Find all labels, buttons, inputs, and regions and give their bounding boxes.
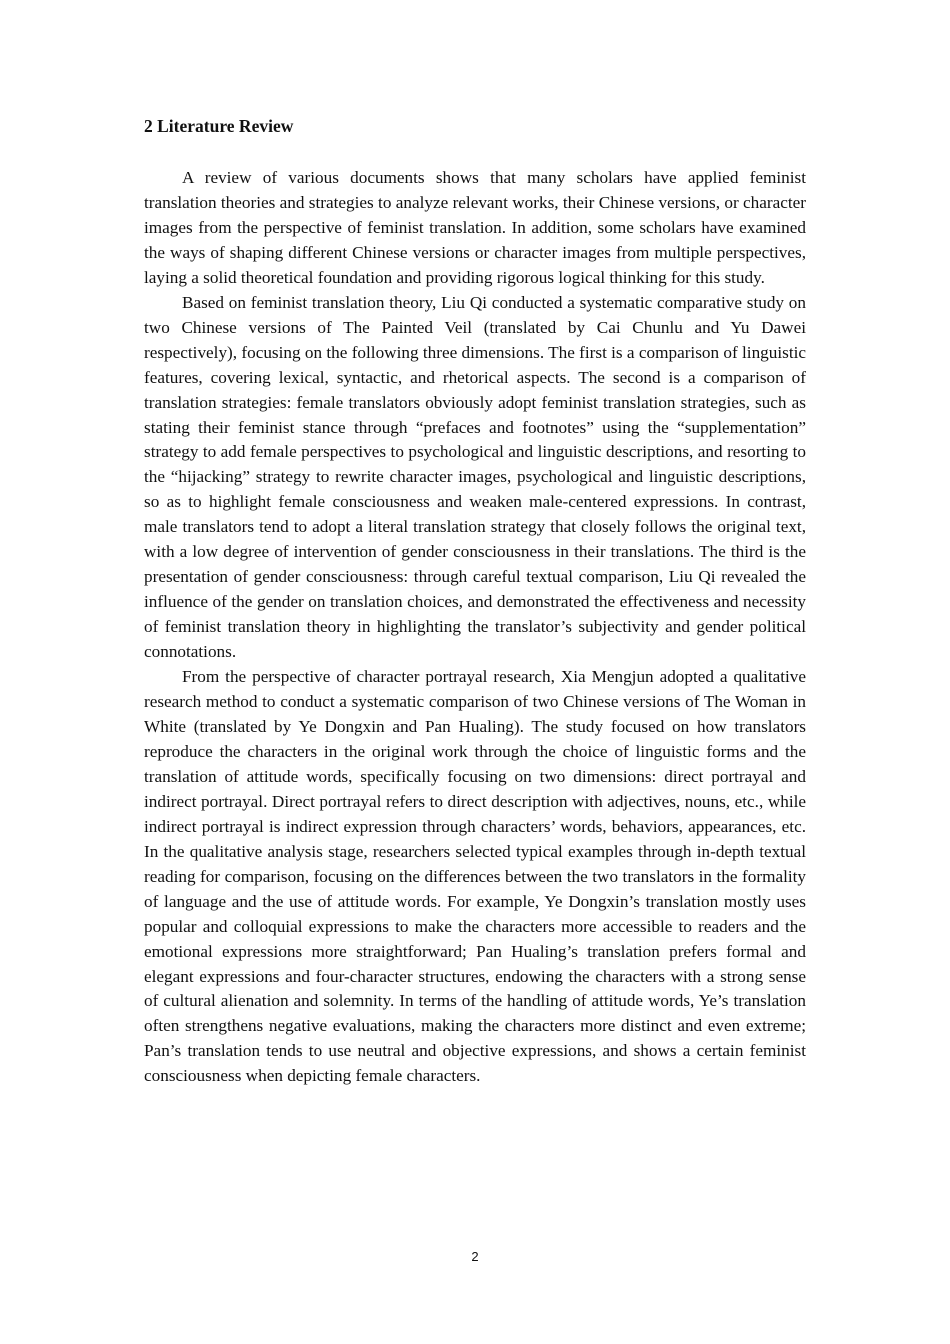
paragraph-intro: A review of various documents shows that many scholars have applied feminist translation theories and strategies to analyze relevant works, their Chinese versions, or character images from the perspective of feminist translation. In addition, some scholars have examined the ways of shaping different Chinese versions or character images from multiple perspectives, laying a solid theoretical foundation and providing rigorous logical thinking for this study.	[144, 168, 806, 287]
paragraph-liu-qi-study: Based on feminist translation theory, Liu Qi conducted a systematic comparative study on two Chinese versions of The Painted Veil (translated by Cai Chunlu and Yu Dawei respectively), focusing on the following three dimensions. The first is a comparison of linguistic features, covering lexical, syntactic, and rhetorical aspects. The second is a comparison of translation strategies: female translators obviously adopt feminist translation strategies, such as stating their feminist stance through “prefaces and footnotes” using the “supplementation” strategy to add female perspectives to psychological and linguistic descriptions, and resorting to the “hijacking” strategy to rewrite character images, psychological and linguistic descriptions, so as to highlight female consciousness and weaken male-centered expressions. In contrast, male translators tend to adopt a literal translation strategy that closely follows the original text, with a low degree of intervention of gender consciousness in their translations. The third is the presentation of gender consciousness: through careful textual comparison, Liu Qi revealed the influence of the gender on translation choices, and demonstrated the effectiveness and necessity of feminist translation theory in highlighting the translator’s subjectivity and gender political connotations.	[144, 292, 806, 662]
paragraph-xia-mengjun-study: From the perspective of character portrayal research, Xia Mengjun adopted a qualitative research method to conduct a systematic comparison of two Chinese versions of The Woman in White (translated by Ye Dongxin and Pan Hualing). The study focused on how translators reproduce the characters in the original work through the choice of linguistic forms and the translation of attitude words, specifically focusing on two dimensions: direct portrayal and indirect portrayal. Direct portrayal refers to direct description with adjectives, nouns, etc., while indirect portrayal is indirect expression through characters’ words, behaviors, appearances, etc. In the qualitative analysis stage, researchers selected typical examples through in-depth textual reading for comparison, focusing on the differences between the two translators in the formality of language and the use of attitude words. For example, Ye Dongxin’s translation mostly uses popular and colloquial expressions to make the characters more accessible to readers and the emotional expressions more straightforward; Pan Hualing’s translation prefers formal and elegant expressions and four-character structures, endowing the characters with a strong sense of cultural alienation and solemnity. In terms of the handling of attitude words, Ye’s translation often strengthens negative evaluations, making the characters more distinct and even extreme; Pan’s translation tends to use neutral and objective expressions, and shows a certain feminist consciousness when depicting female characters.	[144, 667, 806, 1086]
section-heading: 2 Literature Review	[144, 116, 294, 136]
page-number: 2	[471, 1249, 479, 1264]
page-content	[144, 114, 806, 1089]
